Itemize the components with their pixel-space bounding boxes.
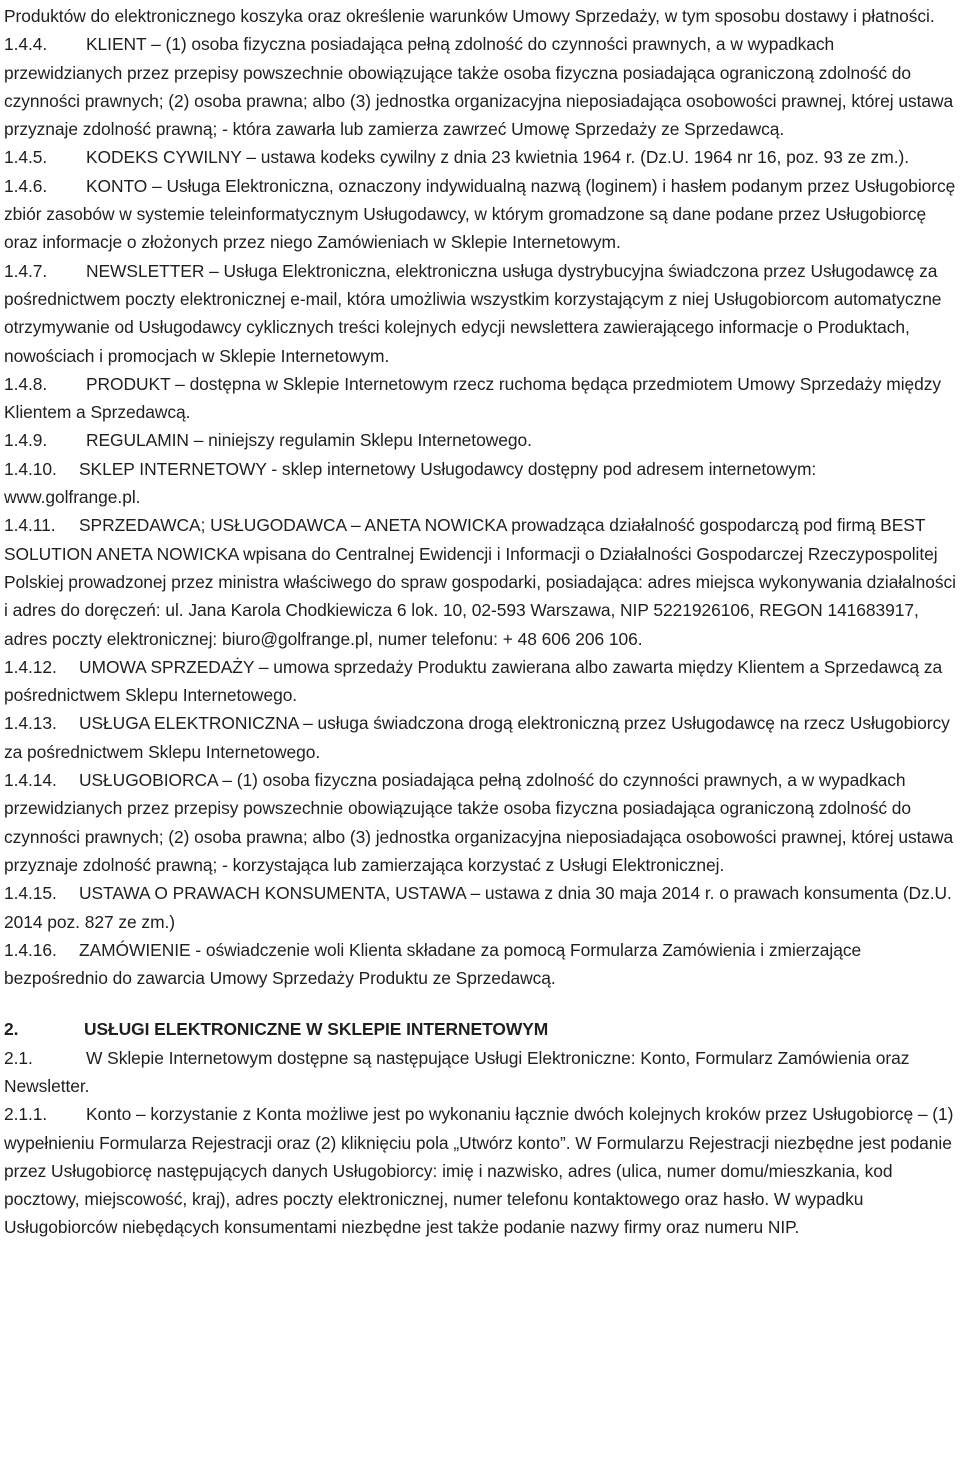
definition-number: 1.4.12.: [4, 656, 57, 677]
definition-number: 1.4.13.: [4, 713, 57, 734]
definition-item: [4, 766, 956, 879]
definition-text: Usługa Elektroniczna, oznaczony indywidualną nazwą (loginem) i hasłem podanym przez Usługobiorcę zbiór zasobów w systemie teleinformatycznym Usługodawcy, w którym gromadzone są dane podane przez Usługobiorcę oraz informacje o złożonych przez niego Zamówieniach w Sklepie Internetowym.: [4, 175, 956, 253]
definition-item: [4, 143, 956, 171]
definition-item: [4, 172, 956, 257]
definition-text: sklep internetowy Usługodawcy dostępny pod adresem internetowym: www.golfrange.pl.: [4, 458, 817, 508]
definition-separator: –: [188, 430, 209, 451]
definition-number: 1.4.15.: [4, 883, 57, 904]
section-title: USŁUGI ELEKTRONICZNE W SKLEPIE INTERNETOWYM: [84, 1019, 549, 1040]
definition-separator: –: [170, 373, 190, 394]
definition-term: USŁUGA ELEKTRONICZNA: [79, 713, 299, 734]
definition-term: SKLEP INTERNETOWY: [79, 458, 267, 479]
definition-number: 1.4.11.: [4, 515, 56, 536]
definition-text: dostępna w Sklepie Internetowym rzecz ruchoma będąca przedmiotem Umowy Sprzedaży między Klientem a Sprzedawcą.: [4, 373, 942, 423]
definition-separator: –: [465, 883, 485, 904]
definition-term: USŁUGOBIORCA: [79, 770, 218, 791]
definition-term: ZAMÓWIENIE: [79, 939, 191, 960]
definition-term: SPRZEDAWCA; USŁUGODAWCA: [79, 515, 347, 536]
definition-text: (1) osoba fizyczna posiadająca pełną zdolność do czynności prawnych, a w wypadkach przewidzianych przez przepisy powszechnie obowiązujące także osoba fizyczna posiadająca ograniczoną zdolność do czynności prawnych; (2) osoba prawna; albo (3) jednostka organizacyjna nieposiadająca osobowości prawnej, której ustawa przyznaje zdolność prawną; - korzystająca lub zamierzająca korzystać z Usługi Elektronicznej.: [4, 770, 954, 875]
definition-number: 1.4.16.: [4, 939, 57, 960]
definition-text: oświadczenie woli Klienta składane za pomocą Formularza Zamówienia i zmierzające bezpośrednio do zawarcia Umowy Sprzedaży Produktu ze Sprzedawcą.: [4, 939, 862, 989]
definitions-list: [4, 30, 956, 992]
definition-term: KODEKS CYWILNY: [86, 147, 242, 168]
definition-number: 1.4.7.: [4, 260, 48, 281]
section-number: 2.: [4, 1019, 19, 1040]
definition-text: Usługa Elektroniczna, elektroniczna usługa dystrybucyjna świadczona przez Usługodawcę za pośrednictwem poczty elektronicznej e-mail, która umożliwia wszystkim korzystającym z niej Usługobiorcom automatyczne otrzymywanie od Usługodawcy cyklicznych treści kolejnych edycji newslettera zawierającego informacje o Produktach, nowościach i promocjach w Sklepie Internetowym.: [4, 260, 942, 366]
definition-text: (1) osoba fizyczna posiadająca pełną zdolność do czynności prawnych, a w wypadkach przewidzianych przez przepisy powszechnie obowiązujące także osoba fizyczna posiadająca ograniczoną zdolność do czynności prawnych; (2) osoba prawna; albo (3) jednostka organizacyjna nieposiadająca osobowości prawnej, której ustawa przyznaje zdolność prawną; - która zawarła lub zamierza zawrzeć Umowę Sprzedaży ze Sprzedawcą.: [4, 34, 954, 140]
subsection-text: Konto – korzystanie z Konta możliwe jest po wykonaniu łącznie dwóch kolejnych kroków przez Usługobiorcę – (1) wypełnieniu Formularza Rejestracji oraz (2) kliknięciu pola „Utwórz konto”. W Formularzu Rejestracji niezbędne jest podanie przez Usługobiorcę następujących danych Usługobiorcy: imię i nazwisko, adres (ulica, numer domu/mieszkania, kod pocztowy, miejscowość, kraj), adres poczty elektronicznej, numer telefonu kontaktowego oraz hasło. W wypadku Usługobiorców niebędących konsumentami niezbędne jest także podanie nazwy firmy oraz numeru NIP.: [4, 1104, 954, 1238]
definition-item: [4, 455, 956, 512]
definition-item: [4, 511, 956, 652]
definition-separator: –: [298, 713, 318, 734]
definition-separator: -: [190, 939, 206, 960]
definition-text: ustawa kodeks cywilny z dnia 23 kwietnia 1964 r. (Dz.U. 1964 nr 16, poz. 93 ze zm.).: [260, 147, 909, 168]
definition-term: NEWSLETTER: [86, 260, 205, 281]
definition-number: 1.4.14.: [4, 770, 57, 791]
definition-term: PRODUKT: [86, 373, 171, 394]
definition-item: [4, 879, 956, 936]
definition-separator: –: [241, 147, 261, 168]
definition-item: [4, 709, 956, 766]
definition-separator: –: [146, 34, 166, 55]
definition-text: umowa sprzedaży Produktu zawierana albo zawarta między Klientem a Sprzedawcą za pośrednictwem Sklepu Internetowego.: [4, 656, 943, 706]
subsection-text: W Sklepie Internetowym dostępne są następujące Usługi Elektroniczne: Konto, Formularz Zamówienia oraz Newsletter.: [4, 1047, 910, 1096]
definition-separator: -: [266, 458, 282, 479]
definition-term: REGULAMIN: [86, 430, 189, 451]
definition-number: 1.4.4.: [4, 34, 48, 55]
definition-separator: –: [346, 515, 365, 536]
definition-item: [4, 653, 956, 710]
definition-text: ustawa z dnia 30 maja 2014 r. o prawach konsumenta (Dz.U. 2014 poz. 827 ze zm.): [4, 883, 952, 932]
definition-item: [4, 936, 956, 993]
definition-separator: –: [217, 770, 237, 791]
subsection-item: [4, 1100, 956, 1241]
intro-paragraph: Produktów do elektronicznego koszyka oraz określenie warunków Umowy Sprzedaży, w tym sposobu dostawy i płatności.: [4, 6, 935, 26]
subsection-item: [4, 1044, 956, 1101]
definition-term: USTAWA O PRAWACH KONSUMENTA, USTAWA: [79, 883, 466, 904]
definition-separator: –: [147, 175, 167, 196]
definition-item: [4, 257, 956, 370]
subsection-number: 2.1.1.: [4, 1104, 48, 1125]
definition-text: ANETA NOWICKA prowadząca działalność gospodarczą pod firmą BEST SOLUTION ANETA NOWICKA wpisana do Centralnej Ewidencji i Informacji o Działalności Gospodarczej Rzeczypospolitej Polskiej prowadzonej przez ministra właściwego do spraw gospodarki, posiadająca: adres miejsca wykonywania działalności i adres do doręczeń: ul. Jana Karola Chodkiewicza 6 lok. 10, 02-593 Warszawa, NIP 5221926106, REGON 141683917, adres poczty elektronicznej: biuro@golfrange.pl, numer telefonu: + 48 606 206 106.: [4, 515, 956, 649]
subsections-list: [4, 1044, 956, 1242]
definition-term: KONTO: [86, 175, 148, 196]
section-heading: [4, 1015, 956, 1043]
definition-number: 1.4.10.: [4, 458, 57, 479]
definition-number: 1.4.6.: [4, 175, 48, 196]
definition-item: [4, 426, 956, 454]
definition-term: KLIENT: [86, 34, 147, 55]
definition-number: 1.4.8.: [4, 373, 48, 394]
subsection-number: 2.1.: [4, 1047, 33, 1068]
definition-number: 1.4.5.: [4, 147, 48, 168]
definition-term: UMOWA SPRZEDAŻY: [79, 656, 255, 677]
definition-separator: –: [204, 260, 224, 281]
definition-text: usługa świadczona drogą elektroniczną przez Usługodawcę na rzecz Usługobiorcy za pośrednictwem Sklepu Internetowego.: [4, 713, 950, 762]
definition-separator: –: [254, 656, 274, 677]
definition-text: niniejszy regulamin Sklepu Internetowego.: [208, 430, 532, 451]
definition-item: [4, 30, 956, 143]
definition-number: 1.4.9.: [4, 430, 48, 451]
definition-item: [4, 370, 956, 427]
